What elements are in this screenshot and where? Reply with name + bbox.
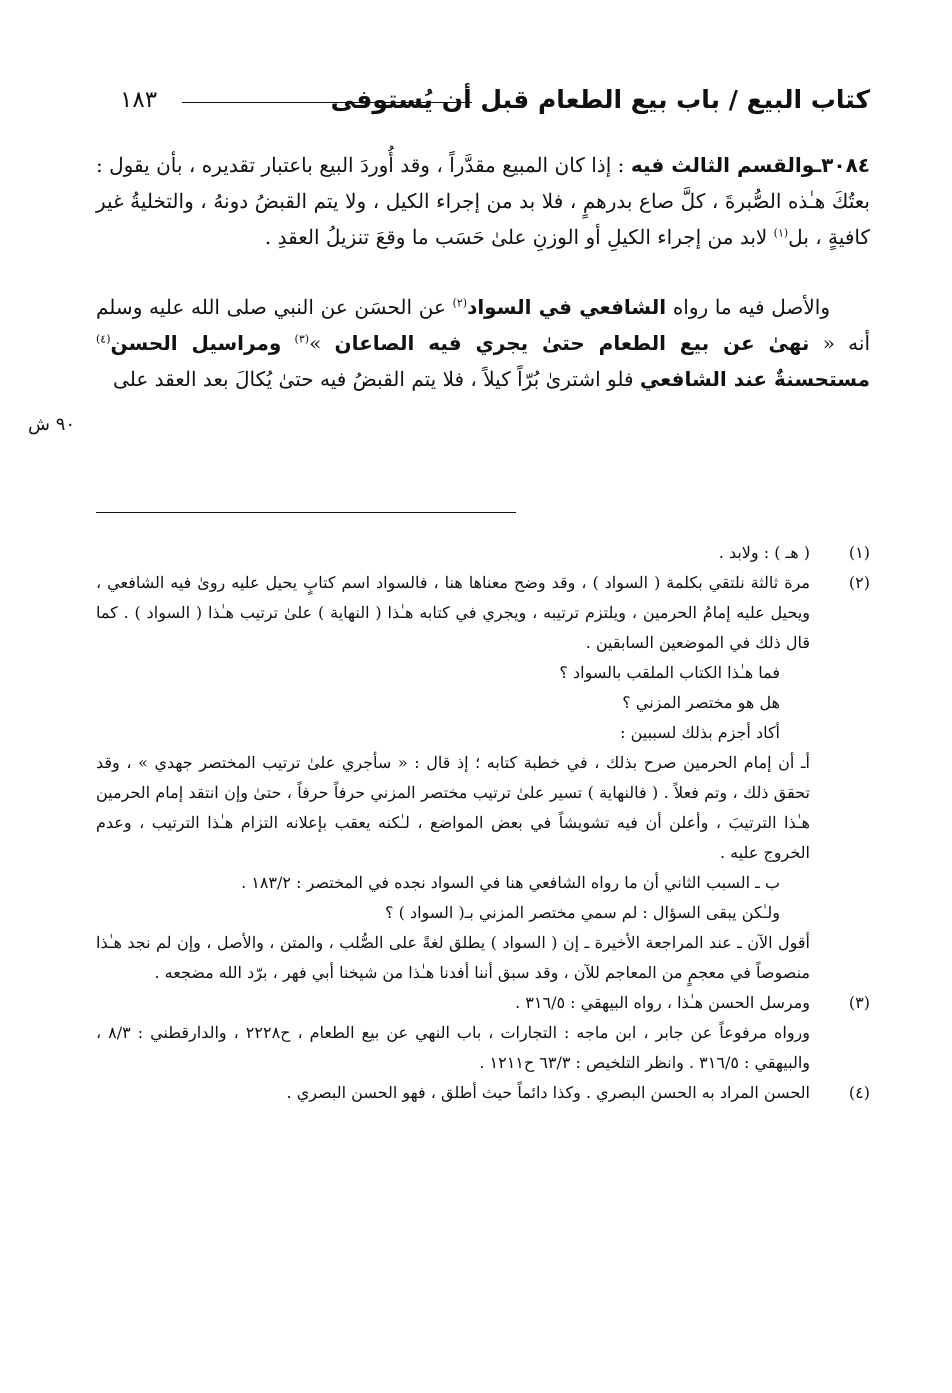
footnote-number: (٣) bbox=[848, 993, 870, 1012]
footnote-2 bbox=[96, 568, 870, 988]
paragraph-number: ٣٠٨٤ـ bbox=[814, 153, 870, 177]
footnote-question: فما هـٰذا الكتاب الملقب بالسواد ؟ bbox=[559, 663, 780, 682]
footnote-4 bbox=[96, 1078, 870, 1108]
hadith-text: نهىٰ عن بيع الطعام حتىٰ يجري فيه الصاعان bbox=[334, 331, 810, 355]
paragraph-3084 bbox=[96, 147, 870, 255]
paragraph-text: » bbox=[309, 331, 335, 355]
bold-phrase: الشافعي في السواد bbox=[467, 295, 667, 319]
footnote-paragraph: أقول الآن ـ عند المراجعة الأخيرة ـ إن ( السواد ) يطلق لغةً على الصُّلب ، والمتن ، والأصل ، وإن لم نجد هـٰذا منصوصاً في معجمٍ من المعاجم للآن ، وقد سبق أننا أفدنا هـٰذا من شيخنا أبي فهر ، برّد الله مضجعه . bbox=[96, 933, 811, 982]
paragraph-text: : إذا كان المبيع مقدَّراً ، وقد أُوردَ البيع باعتبار تقديره ، بأن يقول : بعتُكَ هـٰذه الصُّبرةَ ، كلَّ صاع بدرهمٍ ، فلا بد من إجراء الكيل ، ولا يتم القبضُ دونهُ ، والتخليةُ غير كافيةٍ ، بل bbox=[96, 153, 871, 249]
footnote-question: هل هو مختصر المزني ؟ bbox=[622, 693, 780, 712]
footnote-rule bbox=[96, 512, 516, 513]
footnote-reason-a: أـ أن إمام الحرمين صرح بذلك ، في خطبة كتابه ؛ إذ قال : « سأجري علىٰ ترتيب المختصر جهدي » ، وقد تحقق ذلك ، وتم فعلاً . ( فالنهاية ) تسير علىٰ ترتيب مختصر المزني حرفاً حرفاً ، حتىٰ وإن انتقد إمام الحرمين هـٰذا الترتيبَ ، وأعلن أن فيه تشويشاً في بعض المواضع ، لـٰكنه يعقب بإعلانه التزام هـٰذا الترتيب ، وعدم الخروج عليه . bbox=[96, 753, 811, 862]
bold-phrase: مستحسنةٌ عند الشافعي bbox=[639, 367, 870, 391]
footnote-ref-1: (١) bbox=[773, 226, 789, 240]
footnote-ref-3: (٣) bbox=[294, 332, 310, 346]
margin-note: ٩٠ ش bbox=[28, 414, 76, 435]
footnote-text: ومرسل الحسن هـٰذا ، رواه البيهقي : ٣١٦/٥ . bbox=[515, 993, 810, 1012]
footnote-1 bbox=[96, 538, 870, 568]
page-number: ١٨٣ bbox=[120, 87, 158, 113]
paragraph-text: فلو اشترىٰ بُرّاً كيلاً ، فلا يتم القبضُ فيه حتىٰ يُكالَ بعد العقد على bbox=[113, 367, 640, 391]
paragraph-text bbox=[281, 331, 294, 355]
paragraph-text: عن الحسَن عن النبي صلى الله عليه وسلم أنه « bbox=[96, 295, 871, 355]
footnote-number: (٤) bbox=[848, 1083, 870, 1102]
paragraph-evidence bbox=[96, 289, 870, 397]
bold-phrase: ومراسيل الحسن bbox=[110, 331, 282, 355]
footnote-3-continuation: ورواه مرفوعاً عن جابر ، ابن ماجه : التجارات ، باب النهي عن بيع الطعام ، ح٢٢٢٨ ، والدارقطني : ٨/٣ ، والبيهقي : ٣١٦/٥ . وانظر التلخيص : ٦٣/٣ ح١٢١١ . bbox=[96, 1023, 810, 1072]
main-text bbox=[96, 147, 870, 397]
footnote-paragraph: مرة ثالثة نلتقي بكلمة ( السواد ) ، وقد وضح معناها هنا ، فالسواد اسم كتابٍ يحيل عليه روىٰ فيه الشافعي ، ويحيل عليه إمامُ الحرمين ، ويلتزم ترتيبه ، ويجري في كتابه هـٰذا ( النهاية ) علىٰ ترتيب هـٰذا ( السواد ) . كما قال ذلك في الموضعين السابقين . bbox=[96, 573, 810, 652]
paragraph-text: لابد من إجراء الكيلِ أو الوزنِ علىٰ حَسَب ما وقعَ تنزيلُ العقدِ . bbox=[264, 225, 774, 249]
header-rule bbox=[182, 102, 472, 103]
footnote-number: (٢) bbox=[848, 573, 870, 592]
footnote-paragraph: أكاد أجزم بذلك لسببين : bbox=[620, 723, 780, 742]
section-heading: والقسم الثالث فيه bbox=[630, 153, 815, 177]
footnote-ref-4: (٤) bbox=[96, 332, 111, 346]
footnote-ref-2: (٢) bbox=[452, 296, 468, 310]
footnote-text: ( هـ ) : ولابد . bbox=[718, 543, 810, 562]
page-header bbox=[120, 78, 870, 122]
footnote-number: (١) bbox=[848, 543, 870, 562]
footnotes bbox=[96, 538, 870, 1108]
paragraph-text: والأصل فيه ما رواه bbox=[666, 295, 831, 319]
footnote-text: الحسن المراد به الحسن البصري . وكذا دائماً حيث أطلق ، فهو الحسن البصري . bbox=[286, 1083, 810, 1102]
footnote-3 bbox=[96, 988, 870, 1018]
footnote-body bbox=[96, 568, 810, 988]
footnote-reason-b: ب ـ السبب الثاني أن ما رواه الشافعي هنا في السواد نجده في المختصر : ١٨٣/٢ . bbox=[241, 873, 780, 892]
footnote-question: ولـٰكن يبقى السؤال : لم سمي مختصر المزني بـ( السواد ) ؟ bbox=[385, 903, 780, 922]
running-title: كتاب البيع / باب بيع الطعام قبل أن يُستوفى bbox=[330, 85, 870, 114]
